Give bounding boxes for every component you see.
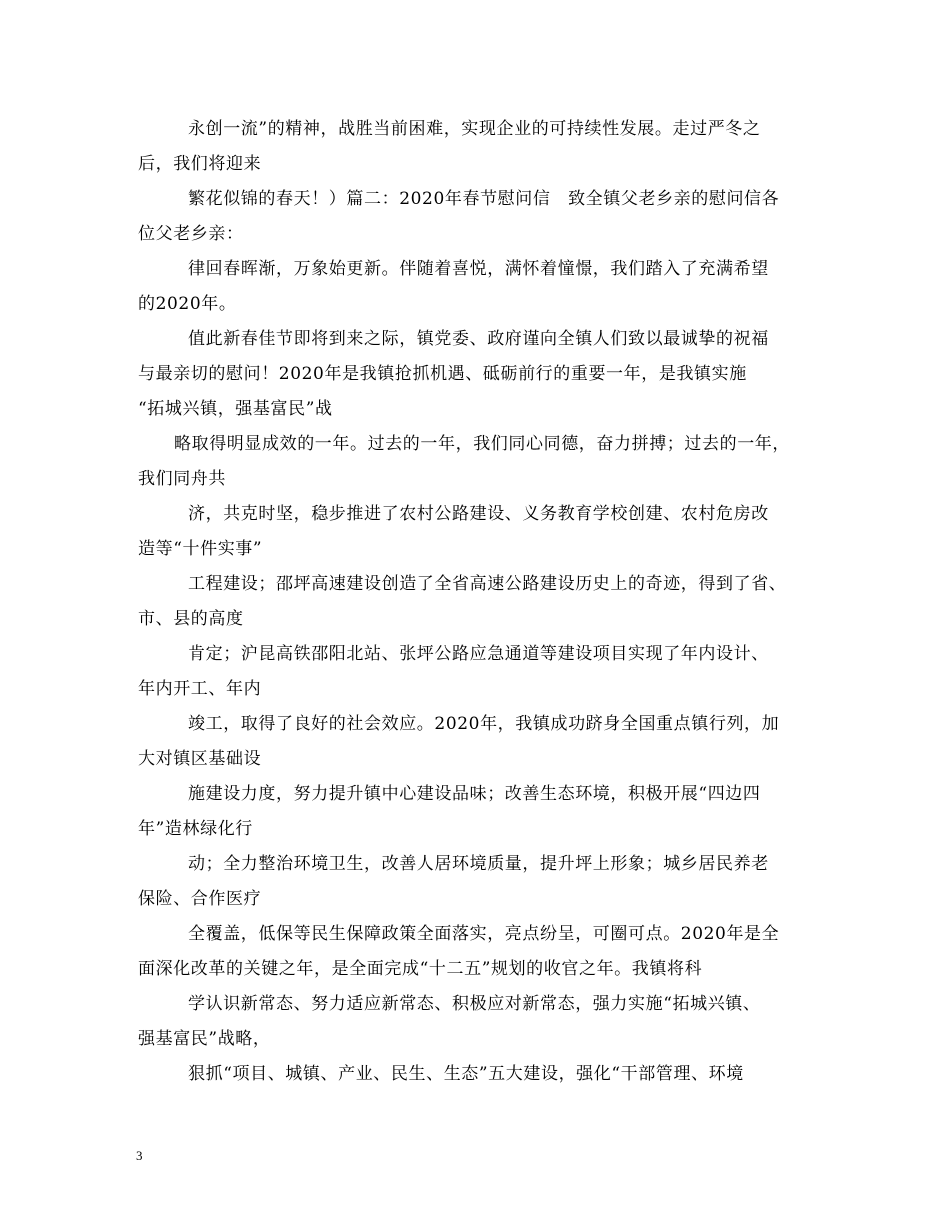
text-line: 略取得明显成效的一年。过去的一年，我们同心同德，奋力拼搏；过去的一年， (174, 434, 790, 454)
text-line: 保险、合作医疗 (138, 889, 262, 909)
text-line: 年”造林绿化行 (138, 819, 253, 839)
text-line: 施建设力度，努力提升镇中心建设品味；改善生态环境，积极开展“四边四 (188, 784, 761, 804)
text-line: 动；全力整治环境卫生，改善人居环境质量，提升坪上形象；城乡居民养老 (188, 854, 769, 874)
text-line: 与最亲切的慰问！2020年是我镇抢抓机遇、砥砺前行的重要一年，是我镇实施 (138, 364, 747, 384)
text-line: 大对镇区基础设 (138, 749, 262, 769)
text-line: 造等“十件实事” (138, 539, 263, 559)
text-line: 位父老乡亲： (138, 224, 244, 244)
text-line: 强基富民”战略， (138, 1029, 271, 1049)
paragraph (138, 777, 828, 847)
paragraph (138, 567, 828, 637)
paragraph (138, 427, 828, 497)
text-line: “拓城兴镇，强基富民”战 (138, 399, 333, 419)
paragraph (138, 707, 828, 777)
paragraph (138, 637, 828, 707)
text-line: 面深化改革的关键之年，是全面完成“十二五”规划的收官之年。我镇将科 (138, 959, 703, 979)
paragraph (138, 847, 828, 917)
paragraph (138, 497, 828, 567)
text-line: 学认识新常态、努力适应新常态、积极应对新常态，强力实施“拓城兴镇、 (188, 994, 761, 1014)
paragraph (138, 1057, 828, 1092)
text-line: 律回春晖渐，万象始更新。伴随着喜悦，满怀着憧憬，我们踏入了充满希望 (188, 259, 769, 279)
paragraph (138, 987, 828, 1057)
text-line: 繁花似锦的春天！）篇二：2020年春节慰问信 致全镇父老乡亲的慰问信各 (188, 189, 780, 209)
text-line: 工程建设；邵坪高速建设创造了全省高速公路建设历史上的奇迹，得到了省、 (188, 574, 787, 594)
document-body (138, 112, 828, 1092)
paragraph (138, 252, 828, 322)
text-line: 的2020年。 (138, 294, 237, 314)
text-line: 永创一流”的精神，战胜当前困难，实现企业的可持续性发展。走过严冬之 (188, 119, 761, 139)
text-line: 我们同舟共 (138, 469, 226, 489)
paragraph (138, 917, 828, 987)
paragraph (138, 322, 828, 427)
text-line: 肯定；沪昆高铁邵阳北站、张坪公路应急通道等建设项目实现了年内设计、 (188, 644, 769, 664)
page-number: 3 (136, 1148, 143, 1163)
text-line: 后，我们将迎来 (138, 154, 262, 174)
text-line: 狠抓“项目、城镇、产业、民生、生态”五大建设，强化“干部管理、环境 (188, 1064, 744, 1084)
text-line: 济，共克时坚，稳步推进了农村公路建设、义务教育学校创建、农村危房改 (188, 504, 769, 524)
text-line: 值此新春佳节即将到来之际，镇党委、政府谨向全镇人们致以最诚挚的祝福 (188, 329, 769, 349)
text-line: 年内开工、年内 (138, 679, 262, 699)
paragraph (138, 112, 828, 182)
text-line: 市、县的高度 (138, 609, 244, 629)
text-line: 竣工，取得了良好的社会效应。2020年，我镇成功跻身全国重点镇行列，加 (188, 714, 780, 734)
paragraph (138, 182, 828, 252)
text-line: 全覆盖，低保等民生保障政策全面落实，亮点纷呈，可圈可点。2020年是全 (188, 924, 780, 944)
